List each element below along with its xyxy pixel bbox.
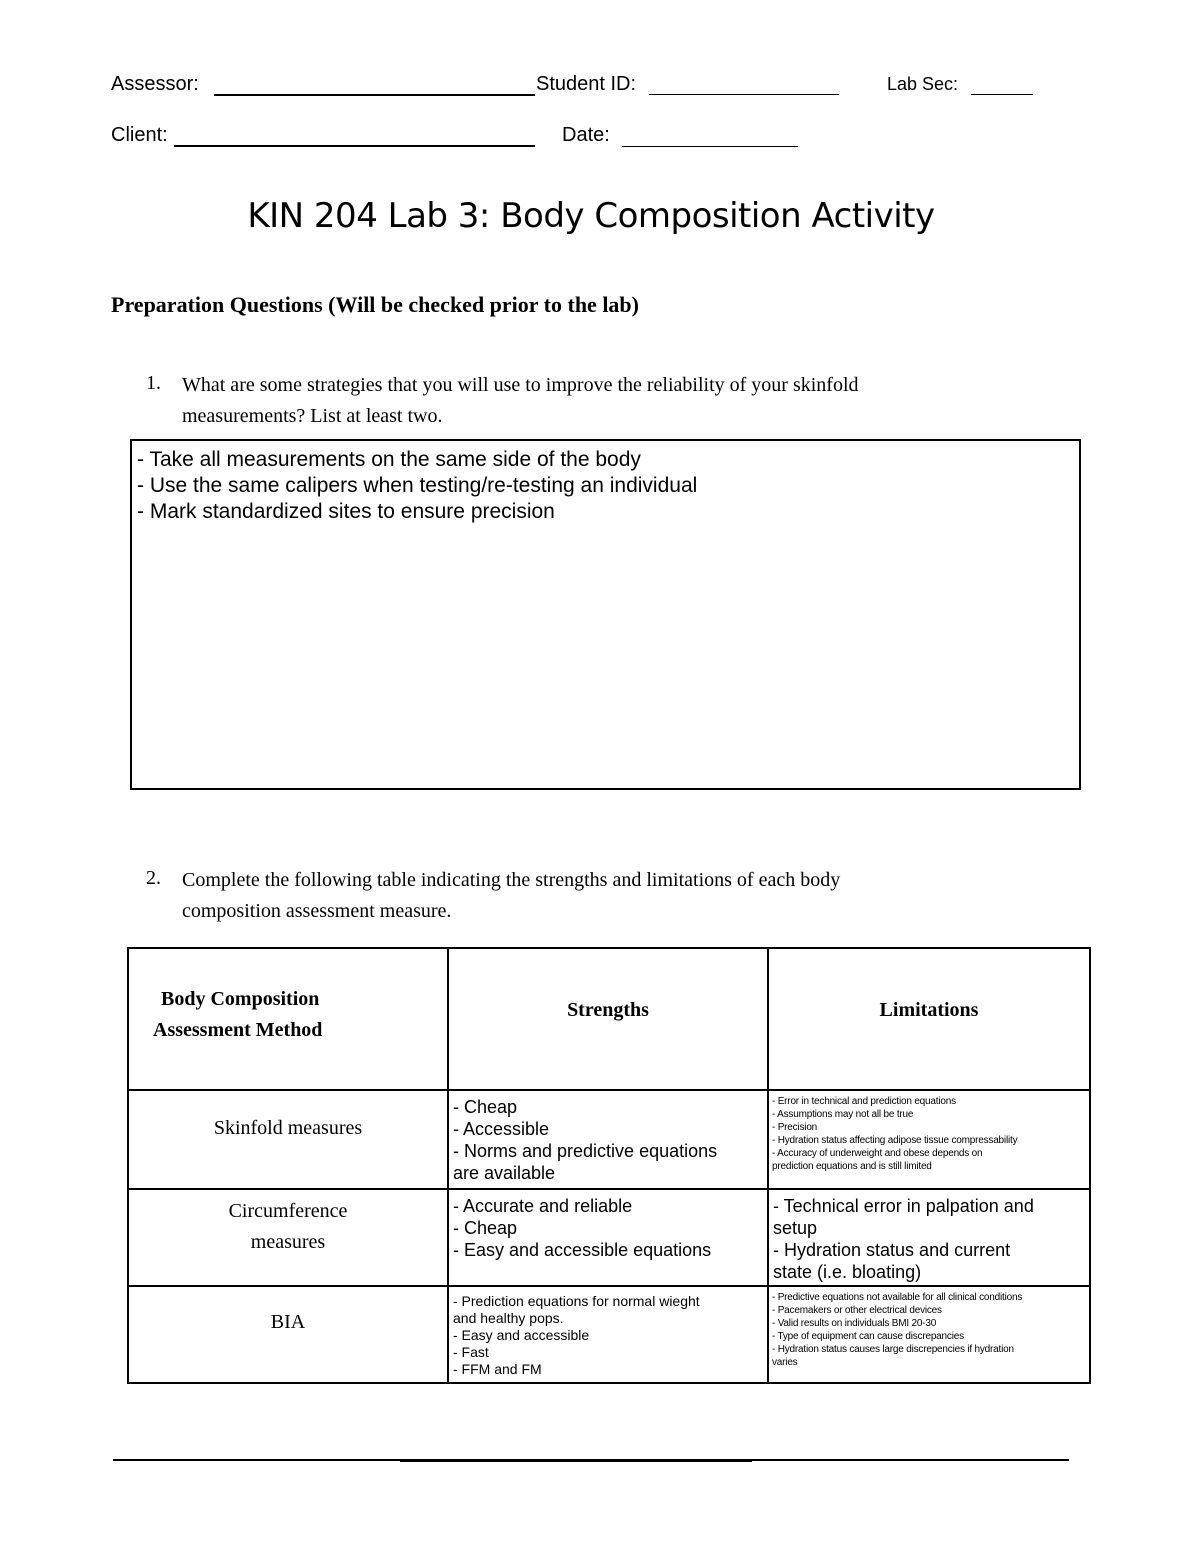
footer-divider-center: [400, 1459, 752, 1462]
answer-line: - Mark standardized sites to ensure precision: [137, 500, 555, 523]
method-cell: [128, 1090, 448, 1189]
strength-item: - Fast: [453, 1344, 489, 1360]
limitation-item: prediction equations and is still limited: [772, 1161, 932, 1172]
method-name: BIA: [270, 1311, 306, 1333]
limitation-item: - Error in technical and prediction equations: [772, 1096, 956, 1107]
strength-item: - Accurate and reliable: [453, 1196, 633, 1216]
student-id-label: Student ID:: [536, 73, 637, 95]
answer-line: - Use the same calipers when testing/re-testing an individual: [137, 474, 698, 497]
question-1-number: 1.: [146, 372, 161, 394]
limitation-item: - Precision: [772, 1122, 818, 1133]
header-strengths: [448, 948, 768, 1090]
method-cell: [128, 1286, 448, 1383]
header-limitations-label: Limitations: [879, 999, 979, 1021]
date-label: Date:: [562, 124, 610, 146]
page-title: KIN 204 Lab 3: Body Composition Activity: [247, 196, 935, 236]
limitations-cell[interactable]: [768, 1189, 1090, 1286]
table-row: [128, 1189, 1090, 1286]
question-1-line-1: What are some strategies that you will use to improve the reliability of your skinfold: [182, 374, 859, 396]
limitation-item: - Hydration status affecting adipose tissue compressability: [772, 1135, 1018, 1146]
limitations-cell[interactable]: [768, 1286, 1090, 1383]
lab-sec-line[interactable]: [971, 94, 1033, 95]
limitation-item: - Assumptions may not all be true: [772, 1109, 914, 1120]
assessor-line[interactable]: [214, 94, 535, 96]
client-line[interactable]: [174, 145, 535, 147]
table-header-row: [128, 948, 1090, 1090]
strength-item: - Easy and accessible: [453, 1327, 590, 1343]
header-method: [128, 948, 448, 1090]
limitation-item: - Pacemakers or other electrical devices: [772, 1305, 942, 1316]
section-heading: Preparation Questions (Will be checked prior to the lab): [111, 292, 639, 317]
student-id-line[interactable]: [649, 94, 839, 95]
limitation-item: - Hydration status and current: [773, 1240, 1011, 1260]
table-row: [128, 1286, 1090, 1383]
header-method-line-1: Body Composition: [161, 988, 320, 1010]
limitation-item: setup: [773, 1218, 818, 1238]
question-1-line-2: measurements? List at least two.: [182, 405, 443, 427]
strength-item: - FFM and FM: [453, 1361, 542, 1377]
question-2-line-1: Complete the following table indicating the strengths and limitations of each body: [182, 869, 841, 891]
client-label: Client:: [111, 124, 168, 146]
strength-item: and healthy pops.: [453, 1310, 564, 1326]
header-strengths-label: Strengths: [567, 999, 649, 1021]
body-composition-table: [127, 947, 1091, 1384]
limitation-item: varies: [772, 1357, 798, 1368]
limitation-item: - Type of equipment can cause discrepancies: [772, 1331, 964, 1342]
limitation-item: - Technical error in palpation and: [773, 1196, 1034, 1216]
date-line[interactable]: [622, 146, 798, 147]
strength-item: are available: [453, 1163, 556, 1183]
limitations-cell[interactable]: [768, 1090, 1090, 1189]
strengths-cell[interactable]: [448, 1090, 768, 1189]
table-row: [128, 1090, 1090, 1189]
header-method-line-2: Assessment Method: [153, 1019, 323, 1041]
strength-item: - Norms and predictive equations: [453, 1141, 718, 1161]
strengths-cell[interactable]: [448, 1286, 768, 1383]
method-name: Skinfold measures: [213, 1117, 363, 1139]
limitation-item: state (i.e. bloating): [773, 1262, 922, 1282]
question-1-answer-box[interactable]: [130, 439, 1081, 790]
strength-item: - Cheap: [453, 1097, 518, 1117]
limitation-item: - Valid results on individuals BMI 20-30: [772, 1318, 937, 1329]
question-1-text: [182, 370, 1082, 432]
limitation-item: - Predictive equations not available for all clinical conditions: [772, 1292, 1023, 1303]
method-name-line-2: measures: [250, 1231, 326, 1253]
strengths-cell[interactable]: [448, 1189, 768, 1286]
limitation-item: - Hydration status causes large discrepencies if hydration: [772, 1344, 1014, 1355]
question-2-number: 2.: [146, 867, 161, 889]
question-2-line-2: composition assessment measure.: [182, 900, 452, 922]
method-cell: [128, 1189, 448, 1286]
answer-line: - Take all measurements on the same side of the body: [137, 448, 641, 471]
limitation-item: - Accuracy of underweight and obese depends on: [772, 1148, 983, 1159]
question-2-text: [182, 865, 1082, 927]
method-name-line-1: Circumference: [228, 1200, 348, 1222]
header-limitations: [768, 948, 1090, 1090]
strength-item: - Prediction equations for normal wieght: [453, 1293, 700, 1309]
lab-sec-label: Lab Sec:: [887, 74, 959, 94]
strength-item: - Accessible: [453, 1119, 550, 1139]
strength-item: - Easy and accessible equations: [453, 1240, 712, 1260]
assessor-label: Assessor:: [111, 73, 199, 95]
strength-item: - Cheap: [453, 1218, 518, 1238]
